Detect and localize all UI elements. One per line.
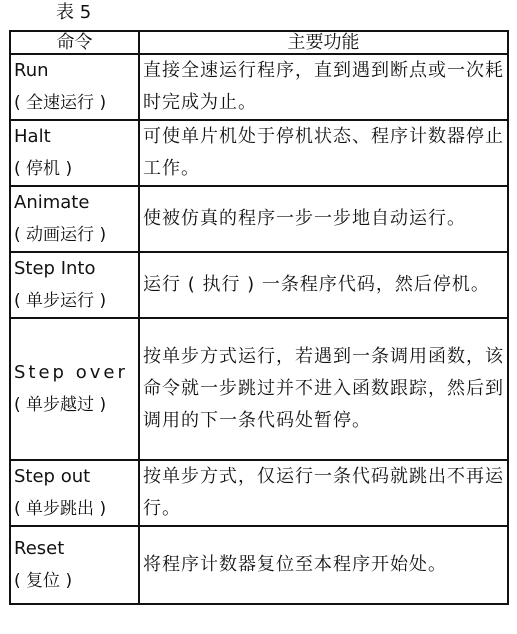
command-cell [10, 526, 139, 604]
table-row [10, 252, 508, 318]
command-name-zh: ( 单步运行 ) [14, 291, 107, 311]
command-table [9, 30, 509, 605]
command-name: Animate [14, 192, 90, 213]
function-cell [139, 186, 508, 252]
command-name-zh: ( 停机 ) [14, 159, 73, 179]
function-text: 将程序计数器复位至本程序开始处。 [143, 554, 447, 575]
table-header-row [10, 31, 508, 54]
command-cell [10, 120, 139, 186]
function-cell [139, 120, 508, 186]
header-command: 命令 [10, 31, 139, 54]
table-row [10, 54, 508, 120]
command-name-zh: ( 单步越过 ) [14, 395, 107, 415]
command-name: Halt [14, 126, 51, 147]
table-row [10, 460, 508, 526]
command-name: Step out [14, 466, 91, 487]
command-cell [10, 460, 139, 526]
command-name-zh: ( 单步跳出 ) [14, 499, 107, 519]
function-text: 直接全速运行程序，直到遇到断点或一次耗时完成为止。 [143, 60, 504, 113]
command-name-zh: ( 全速运行 ) [14, 93, 107, 113]
command-name: Run [14, 60, 49, 81]
function-text: 按单步方式，仅运行一条代码就跳出不再运行。 [143, 466, 504, 519]
command-cell [10, 252, 139, 318]
command-name: Reset [14, 538, 65, 559]
function-text: 可使单片机处于停机状态、程序计数器停止工作。 [143, 126, 504, 179]
function-cell [139, 318, 508, 460]
function-cell [139, 460, 508, 526]
table-row [10, 526, 508, 604]
function-text: 按单步方式运行，若遇到一条调用函数，该命令就一步跳过并不进入函数跟踪，然后到调用的下一条代码处暂停。 [143, 346, 504, 431]
function-cell [139, 54, 508, 120]
command-cell [10, 186, 139, 252]
table-row [10, 120, 508, 186]
table-row [10, 186, 508, 252]
function-cell [139, 526, 508, 604]
table-caption: 表 5 [56, 2, 92, 23]
command-name-zh: ( 动画运行 ) [14, 225, 107, 245]
table-row [10, 318, 508, 460]
function-text: 运行 ( 执行 ) 一条程序代码，然后停机。 [143, 274, 490, 295]
command-cell [10, 318, 139, 460]
command-name-zh: ( 复位 ) [14, 571, 73, 591]
header-function: 主要功能 [139, 31, 508, 54]
function-text: 使被仿真的程序一步一步地自动运行。 [143, 208, 466, 229]
command-cell [10, 54, 139, 120]
function-cell [139, 252, 508, 318]
command-name: Step over [14, 362, 128, 383]
command-name: Step Into [14, 258, 96, 279]
